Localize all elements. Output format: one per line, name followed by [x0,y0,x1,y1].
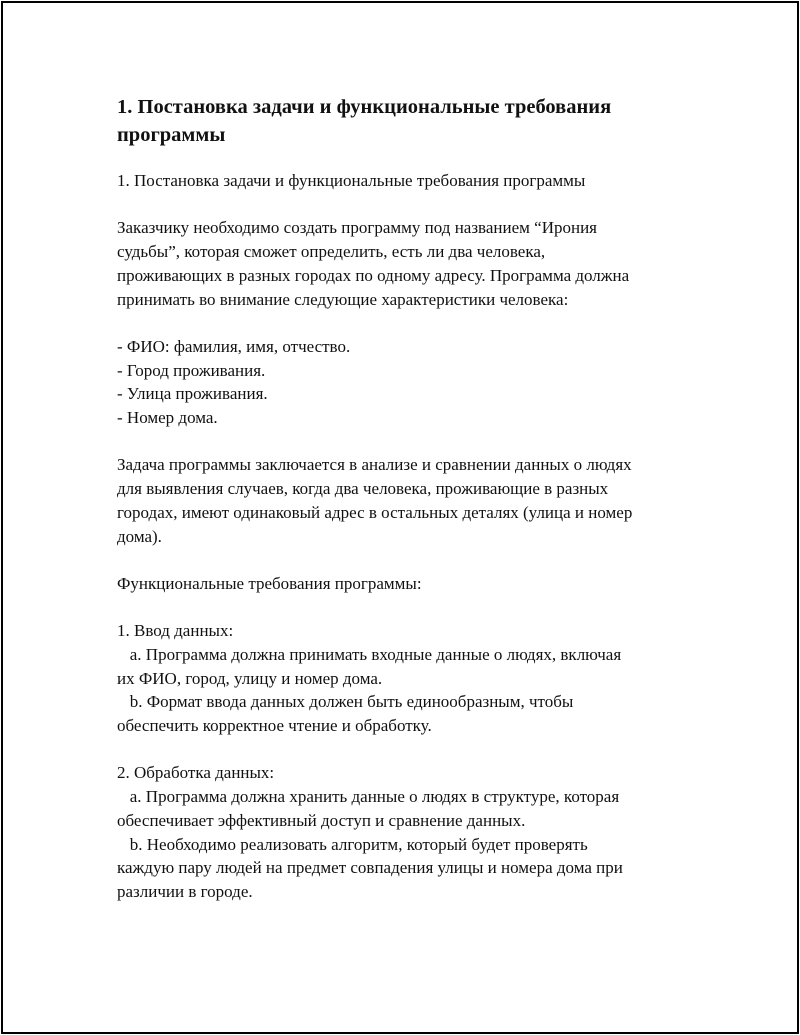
paragraph-gap [117,738,697,762]
body-line: 1. Ввод данных: [117,621,234,641]
body-line: b. Формат ввода данных должен быть единообразным, чтобы [117,692,574,712]
body-line: 1. Постановка задачи и функциональные требования программы [117,171,586,190]
body-line: каждую пару людей на предмет совпадения улицы и номера дома при [117,858,623,878]
body-line: обеспечивает эффективный доступ и сравнение данных. [117,810,526,830]
body-line: Заказчику необходимо создать программу под названием “Ирония [117,218,597,238]
paragraph-gap [117,596,697,620]
body-line: - Город проживания. [117,360,266,380]
heading-line: 1. Постановка задачи и функциональные требования [117,96,612,118]
body-line: - Номер дома. [117,408,218,427]
body-line: - Улица проживания. [117,384,268,404]
body-line: Функциональные требования программы: [117,573,422,593]
body-line: городах, имеют одинаковый адрес в остальных деталях (улица и номер [117,502,633,522]
body-text [117,169,697,904]
section-heading [117,93,697,149]
body-line: их ФИО, город, улицу и номер дома. [117,668,383,688]
body-line: для выявления случаев, когда два человека, проживающие в разных [117,479,609,499]
body-line: проживающих в разных городах по одному адресу. Программа должна [117,265,630,285]
paragraph-gap [117,193,697,217]
body-line: Задача программы заключается в анализе и сравнении данных о людях [117,455,632,475]
heading-line: программы [117,124,226,146]
body-line: принимать во внимание следующие характеристики человека: [117,289,569,309]
body-line: 2. Обработка данных: [117,763,275,783]
body-line: - ФИО: фамилия, имя, отчество. [117,336,351,356]
body-line: обеспечить корректное чтение и обработку. [117,716,432,736]
paragraph-gap [117,430,697,454]
body-line: a. Программа должна хранить данные о людях в структуре, которая [117,787,620,807]
body-line: различии в городе. [117,882,253,901]
paragraph-gap [117,311,697,335]
body-line: дома). [117,526,162,546]
body-line: a. Программа должна принимать входные данные о людях, включая [117,644,622,664]
body-line: b. Необходимо реализовать алгоритм, который будет проверять [117,834,588,854]
body-line: судьбы”, которая сможет определить, есть ли два человека, [117,242,546,262]
document-content [117,93,697,904]
paragraph-gap [117,548,697,572]
